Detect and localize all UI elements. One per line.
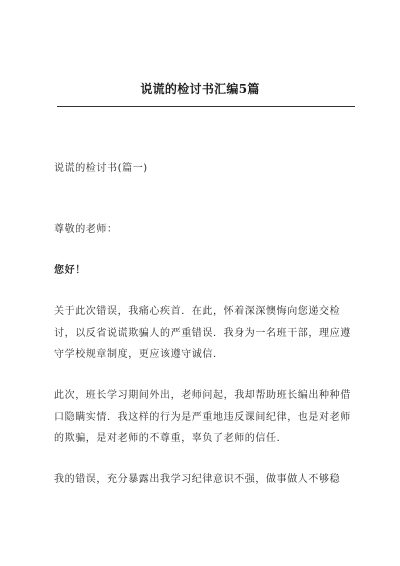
letter-salutation: 您好！ [54, 265, 86, 276]
document-title: 说谎的检讨书汇编5篇 [140, 82, 260, 96]
paragraph-line: 讨，以反省说谎欺骗人的严重错误．我身为一名班干部，理应遵 [54, 327, 351, 339]
paragraph-line: 此次，班长学习期间外出，老师问起，我却帮助班长编出种种借 [54, 390, 351, 401]
letter-greeting: 尊敬的老师： [54, 224, 118, 235]
paragraph-3 [54, 469, 354, 491]
title-divider [57, 106, 355, 107]
paragraph-line: 守学校规章制度，更应该遵守诚信． [54, 349, 224, 360]
paragraph-line: 的欺骗，是对老师的不尊重，辜负了老师的信任． [54, 433, 288, 444]
paragraph-2 [54, 385, 354, 450]
paragraph-1 [54, 301, 354, 366]
paragraph-line: 关于此次错误，我痛心疾首．在此，怀着深深懊悔向您递交检 [54, 306, 341, 317]
section-subtitle: 说谎的检讨书(篇一) [54, 163, 148, 174]
paragraph-line: 我的错误，充分暴露出我学习纪律意识不强，做事做人不够稳 [54, 474, 341, 485]
paragraph-line: 口隐瞒实情．我这样的行为是严重地违反课间纪律，也是对老师 [54, 411, 351, 423]
